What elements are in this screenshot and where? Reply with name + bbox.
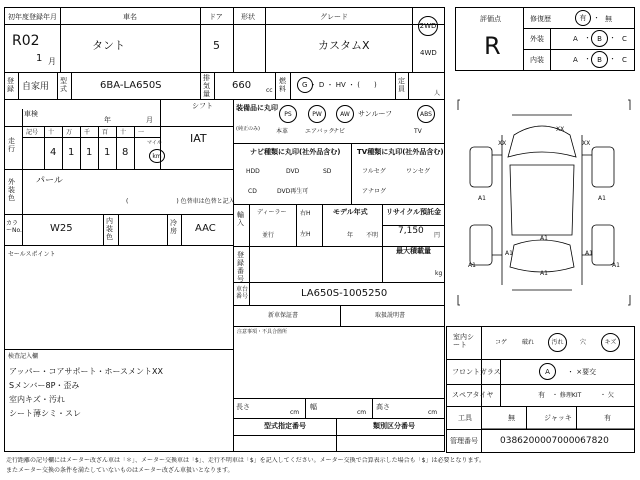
model-label: 型式 — [60, 77, 67, 93]
equip-code: サンルーフ — [358, 110, 393, 118]
mileage-unit-label: 十 — [48, 129, 55, 136]
grade-sep: ・ — [609, 34, 616, 42]
mileage-digit: 4 — [50, 147, 57, 158]
footer-line-2: またメーター交換の条件を満たしていないものはメーター改ざん車扱いとなります。 — [6, 467, 234, 474]
navi-option: CD — [248, 188, 257, 195]
diagram-mark: A1 — [505, 250, 513, 257]
width-label: 幅 — [310, 403, 317, 411]
equip-name: 本革 — [276, 128, 289, 135]
diagram-mark: A1 — [468, 262, 476, 269]
spare-tire-kit: ・ 修理KIT — [552, 392, 582, 399]
import-right: 右H — [300, 210, 311, 217]
interior-grade-option: C — [622, 56, 627, 64]
mileage-unit-label: 千 — [84, 129, 91, 136]
max-load-unit: kg — [435, 270, 443, 277]
chassis-value: LA650S-1005250 — [301, 288, 388, 299]
inspection-label: 車検 — [24, 110, 38, 118]
tv-label: TV種類に丸印(社外品含む) — [357, 148, 444, 156]
front-glass-replace: ・ ×要交 — [567, 368, 597, 376]
diagram-mark: A1 — [478, 195, 486, 202]
mile-label: マイル — [147, 140, 162, 146]
car-name: タント — [92, 39, 125, 52]
equip-code-circled: ABS — [417, 105, 435, 123]
equip-name: TV — [414, 128, 422, 135]
import-left: 左H — [300, 231, 311, 238]
damage-diagram — [452, 95, 637, 320]
displacement-label: 排気量 — [203, 74, 210, 98]
diagram-mark: XX — [556, 126, 565, 133]
reg-number-label: 登録番号 — [237, 251, 244, 283]
equipment-sub-label: (純正のみ) — [236, 126, 260, 132]
door-label: ドア — [209, 13, 223, 21]
inspector-label: 検査記入欄 — [8, 353, 39, 360]
interior-grade-circled: B — [591, 51, 608, 68]
spare-tire-label: スペアタイヤ — [452, 391, 494, 399]
mileage-unit-label: 一 — [138, 129, 145, 136]
inspector-line: シート薄シミ・スレ — [9, 409, 81, 418]
exterior-color-note: ( ) 色替車は色替と記入 — [126, 198, 235, 205]
model-year-label: モデル年式 — [333, 208, 368, 216]
navi-option: DVD再生可 — [277, 188, 309, 195]
mileage-unit-label: 百 — [102, 129, 109, 136]
tools-value: 無 — [508, 414, 515, 422]
grade-value: カスタムX — [318, 39, 370, 52]
seat-option-circled: キズ — [601, 333, 620, 352]
recycle-unit: 円 — [434, 232, 441, 239]
shift-value: IAT — [190, 132, 207, 145]
shift-label: シフト — [192, 102, 213, 110]
inspector-line: 室内キズ・汚れ — [9, 395, 65, 404]
grade-label: グレード — [320, 13, 348, 21]
capacity-label: 定員 — [398, 77, 405, 93]
inspection-year: 年 — [104, 116, 111, 124]
diagram-mark: XX — [498, 140, 507, 147]
first-reg-label: 初年度登録年月 — [8, 13, 57, 21]
jack-label: ジャッキ — [544, 414, 572, 422]
km-circled: km — [149, 149, 165, 163]
mileage-label: 走行 — [8, 137, 15, 153]
equip-code-circled: PS — [279, 105, 297, 123]
inspector-line: Sメンバー8P・歪み — [9, 381, 80, 390]
recycle-value: 7,150 — [398, 226, 424, 236]
eval-label: 評価点 — [480, 15, 501, 23]
inspector-line: アッパー・コアサポート・ホースメントXX — [9, 367, 163, 376]
type-number-label: 型式指定番号 — [264, 422, 306, 430]
repair-sep: ・ — [593, 14, 600, 22]
manual-doc: 取扱説明書 — [375, 312, 406, 319]
spare-tire-yes: 有 — [538, 391, 545, 399]
repair-history-label: 修復歴 — [530, 15, 551, 23]
seat-option: 破れ — [522, 339, 535, 346]
equip-name: エアバック — [305, 128, 335, 135]
navi-option: SD — [323, 168, 332, 175]
eval-score: R — [484, 32, 501, 60]
fuel-label: 燃料 — [279, 77, 286, 93]
chassis-label: 車台番号 — [236, 286, 249, 300]
grade-sep: ・ — [584, 55, 591, 63]
length-label: 長さ — [236, 403, 250, 411]
seat-option: コゲ — [495, 339, 508, 346]
jack-value: 有 — [604, 414, 611, 422]
exterior-color-value: パール — [36, 176, 63, 186]
color-no-label: カラーNo. — [6, 220, 22, 234]
model-year-year: 年 — [347, 232, 354, 239]
import-label: 輸入 — [237, 211, 244, 227]
first-reg-month-unit: 月 — [48, 57, 56, 66]
mileage-digit: 1 — [86, 147, 93, 158]
exterior-grade-circled: B — [591, 30, 608, 47]
height-label: 高さ — [376, 403, 390, 411]
diagram-mark: XX — [582, 140, 591, 147]
ac-label: 冷房 — [170, 219, 177, 235]
seat-option: 穴 — [580, 339, 587, 346]
model-value: 6BA-LA650S — [100, 80, 162, 91]
equip-code-circled: AW — [336, 105, 354, 123]
mgmt-value: 0386200007000067820 — [500, 436, 609, 446]
drive-2wd-circled: 2WD — [418, 16, 438, 36]
diagram-mark: A1 — [540, 235, 548, 242]
navi-option: DVD — [286, 168, 300, 175]
diagram-mark: A1 — [612, 262, 620, 269]
first-reg-month: 1 — [36, 53, 43, 64]
capacity-unit: 人 — [434, 90, 441, 97]
registration-label: 登録 — [7, 77, 14, 93]
recycle-label: リサイクル預託金 — [386, 208, 442, 216]
seat-option-circled: 汚れ — [548, 333, 567, 352]
displacement-unit: cc — [266, 87, 273, 94]
repair-no: 無 — [605, 15, 612, 23]
door-count: 5 — [213, 39, 220, 52]
tv-option: ワンセグ — [406, 168, 431, 175]
registration-value: 自家用 — [22, 82, 50, 92]
length-unit: cm — [290, 409, 300, 416]
front-glass-label: フロントガラス — [452, 368, 501, 376]
import-dealer: ディーラー — [257, 209, 287, 216]
mileage-unit-label: 記号 — [26, 129, 39, 136]
exterior-color-label: 外装色 — [8, 178, 15, 202]
max-load-label: 最大積載量 — [396, 247, 431, 255]
tools-label: 工具 — [458, 414, 472, 422]
spare-tire-none: ・ 欠 — [600, 392, 614, 399]
exterior-grade-option: A — [573, 35, 578, 43]
interior-color-label: 内装色 — [106, 217, 113, 241]
mgmt-label: 管理番号 — [450, 437, 478, 445]
sales-point-label: セールスポイント — [8, 251, 56, 258]
equip-code-circled: PW — [308, 105, 326, 123]
mileage-digit: 1 — [68, 147, 75, 158]
notes-label: 注意事項・不具合箇所 — [237, 329, 288, 335]
navi-option: HDD — [246, 168, 260, 175]
repair-yes-circled: 有 — [575, 10, 591, 26]
diagram-mark: A1 — [598, 195, 606, 202]
width-unit: cm — [357, 409, 367, 416]
fuel-options: G ・ D ・ HV ・ ( ) — [302, 81, 377, 89]
navi-label: ナビ種類に丸印(社外品含む) — [250, 148, 341, 156]
exterior-grade-label: 外装 — [530, 35, 544, 43]
displacement-value: 660 — [232, 80, 252, 91]
grade-sep: ・ — [609, 55, 616, 63]
diagram-mark: A1 — [540, 270, 548, 277]
color-no-value: W25 — [50, 223, 73, 234]
mileage-digit: 1 — [104, 147, 111, 158]
diagram-mark: A1 — [585, 250, 593, 257]
ac-value: AAC — [195, 223, 216, 234]
tv-option: フルセグ — [362, 168, 386, 175]
equipment-label: 装備品に丸印 — [236, 104, 278, 112]
car-name-label: 車名 — [123, 13, 137, 21]
front-glass-a-circled: A — [539, 363, 556, 380]
equip-name: ナビ — [333, 128, 346, 135]
model-year-unknown: 不明 — [366, 232, 379, 239]
drive-4wd: 4WD — [420, 49, 437, 57]
mileage-unit-label: 万 — [66, 129, 73, 136]
interior-grade-option: A — [573, 56, 578, 64]
height-unit: cm — [428, 409, 438, 416]
category-number-label: 類別区分番号 — [373, 422, 415, 430]
mileage-digit: 8 — [122, 147, 129, 158]
mileage-unit-label: 十 — [120, 129, 127, 136]
interior-seat-label: 室内シート — [453, 333, 474, 349]
tv-option: アナログ — [362, 188, 387, 195]
warranty-doc: 新車保証書 — [268, 312, 299, 319]
interior-grade-label: 内装 — [530, 56, 544, 64]
import-parallel: 並行 — [262, 232, 275, 239]
first-reg-year: R02 — [12, 33, 40, 49]
shape-label: 形状 — [241, 13, 255, 21]
inspection-month: 月 — [146, 116, 153, 124]
grade-sep: ・ — [584, 34, 591, 42]
footer-line-1: 走行距離の記号欄にはメーター改ざん車は「＊」、メーター交換車は「$」、走行不明車は「$」を記入してください。メーター交換で合算表示した場合も「$」は必要となります。 — [6, 457, 485, 464]
exterior-grade-option: C — [622, 35, 627, 43]
